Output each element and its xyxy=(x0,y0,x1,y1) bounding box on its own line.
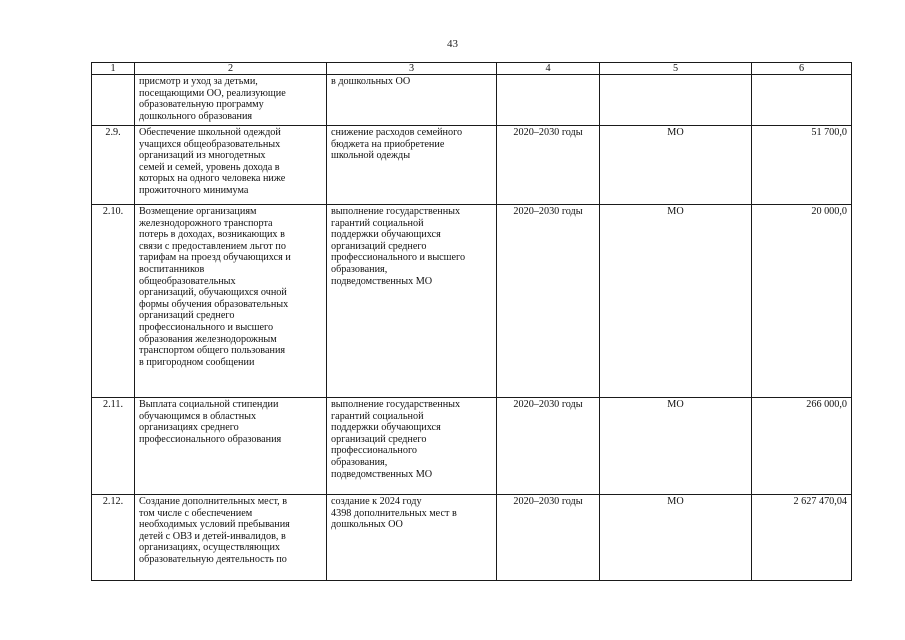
action-cell-line: воспитанников xyxy=(139,263,205,275)
action-cell-line: потерь в доходах, возникающих в xyxy=(139,229,285,241)
result-cell-line: дошкольных ОО xyxy=(331,519,403,531)
responsible-cell xyxy=(600,75,752,126)
action-cell xyxy=(135,75,327,126)
result-cell-line: подведомственных МО xyxy=(331,468,433,480)
amount-cell xyxy=(752,75,852,126)
period-cell: 2020–2030 годы xyxy=(497,495,600,581)
action-cell-line: посещающими ОО, реализующие xyxy=(139,87,286,99)
page-number: 43 xyxy=(447,38,458,50)
action-cell-line: связи с предоставлением льгот по xyxy=(139,240,286,252)
action-cell-line: Обеспечение школьной одеждой xyxy=(139,127,281,138)
item-number: 2.12. xyxy=(92,495,135,581)
action-cell-line: общеобразовательных xyxy=(139,275,236,287)
action-cell-line: транспортом общего пользования xyxy=(139,345,286,357)
action-cell-line: организаций среднего xyxy=(139,310,235,322)
result-cell-line: в дошкольных ОО xyxy=(331,76,411,87)
result-cell-line: гарантий социальной xyxy=(331,217,424,229)
action-cell-line: профессионального образования xyxy=(139,433,282,445)
action-cell-line: организаций, обучающихся очной xyxy=(139,287,287,299)
column-number: 4 xyxy=(497,63,600,75)
result-cell xyxy=(327,398,497,495)
result-cell-line: образования, xyxy=(331,263,388,275)
result-cell-line: бюджета на приобретение xyxy=(331,138,445,150)
action-cell-line: образовательную деятельность по xyxy=(139,553,287,565)
responsible-cell: МО xyxy=(600,126,752,205)
action-cell-line: Выплата социальной стипендии xyxy=(139,399,279,410)
action-cell-line: учащихся общеобразовательных xyxy=(139,138,281,150)
result-cell-line: школьной одежды xyxy=(331,150,411,162)
table-row xyxy=(92,398,852,495)
action-cell-line: необходимых условий пребывания xyxy=(139,519,290,531)
amount-cell: 51 700,0 xyxy=(752,126,852,205)
column-number: 1 xyxy=(92,63,135,75)
action-cell-line: Возмещение организациям xyxy=(139,206,257,217)
action-cell-line: в пригородном сообщении xyxy=(139,356,255,368)
table-row xyxy=(92,495,852,581)
item-number: 2.9. xyxy=(92,126,135,205)
action-cell-line: том числе с обеспечением xyxy=(139,507,253,519)
action-cell-line: семей и семей, уровень дохода в xyxy=(139,161,280,173)
table-row xyxy=(92,75,852,126)
column-number: 2 xyxy=(135,63,327,75)
column-number-row xyxy=(92,63,852,75)
program-table xyxy=(91,62,852,581)
result-cell-line: 4398 дополнительных мест в xyxy=(331,507,457,519)
table-row xyxy=(92,126,852,205)
action-cell-line: организациях среднего xyxy=(139,422,239,434)
result-cell-line: выполнение государственных xyxy=(331,206,461,217)
result-cell-line: поддержки обучающихся xyxy=(331,229,441,241)
amount-cell: 266 000,0 xyxy=(752,398,852,495)
responsible-cell: МО xyxy=(600,398,752,495)
action-cell-line: образовательную программу xyxy=(139,99,264,111)
result-cell xyxy=(327,205,497,398)
action-cell xyxy=(135,205,327,398)
action-cell-line: обучающимся в областных xyxy=(139,410,257,422)
action-cell-line: образования железнодорожным xyxy=(139,333,277,345)
result-cell-line: выполнение государственных xyxy=(331,399,461,410)
action-cell-line: формы обучения образовательных xyxy=(139,298,289,310)
action-cell-line: профессионального и высшего xyxy=(139,321,274,333)
result-cell xyxy=(327,75,497,126)
result-cell-line: подведомственных МО xyxy=(331,275,433,287)
result-cell-line: образования, xyxy=(331,456,388,468)
action-cell-line: железнодорожного транспорта xyxy=(139,217,273,229)
table-row xyxy=(92,205,852,398)
period-cell: 2020–2030 годы xyxy=(497,126,600,205)
item-number: 2.10. xyxy=(92,205,135,398)
column-number: 5 xyxy=(600,63,752,75)
action-cell-line: тарифам на проезд обучающихся и xyxy=(139,252,291,264)
column-number: 6 xyxy=(752,63,852,75)
result-cell-line: поддержки обучающихся xyxy=(331,422,441,434)
period-cell xyxy=(497,75,600,126)
action-cell-line: прожиточного минимума xyxy=(139,184,249,196)
period-cell: 2020–2030 годы xyxy=(497,205,600,398)
action-cell xyxy=(135,126,327,205)
result-cell-line: снижение расходов семейного xyxy=(331,127,463,138)
item-number xyxy=(92,75,135,126)
item-number: 2.11. xyxy=(92,398,135,495)
amount-cell: 20 000,0 xyxy=(752,205,852,398)
action-cell-line: дошкольного образования xyxy=(139,110,253,122)
result-cell-line: профессионального и высшего xyxy=(331,252,466,264)
action-cell-line: детей с ОВЗ и детей-инвалидов, в xyxy=(139,530,286,542)
action-cell-line: Создание дополнительных мест, в xyxy=(139,496,288,507)
result-cell-line: профессионального xyxy=(331,445,417,457)
action-cell xyxy=(135,495,327,581)
result-cell-line: гарантий социальной xyxy=(331,410,424,422)
result-cell-line: организаций среднего xyxy=(331,240,427,252)
responsible-cell: МО xyxy=(600,495,752,581)
result-cell xyxy=(327,126,497,205)
action-cell-line: организаций из многодетных xyxy=(139,150,266,162)
action-cell xyxy=(135,398,327,495)
column-number: 3 xyxy=(327,63,497,75)
action-cell-line: которых на одного человека ниже xyxy=(139,173,286,185)
result-cell-line: создание к 2024 году xyxy=(331,496,422,507)
result-cell xyxy=(327,495,497,581)
responsible-cell: МО xyxy=(600,205,752,398)
amount-cell: 2 627 470,04 xyxy=(752,495,852,581)
action-cell-line: организациях, осуществляющих xyxy=(139,542,280,554)
period-cell: 2020–2030 годы xyxy=(497,398,600,495)
action-cell-line: присмотр и уход за детьми, xyxy=(139,76,258,87)
result-cell-line: организаций среднего xyxy=(331,433,427,445)
